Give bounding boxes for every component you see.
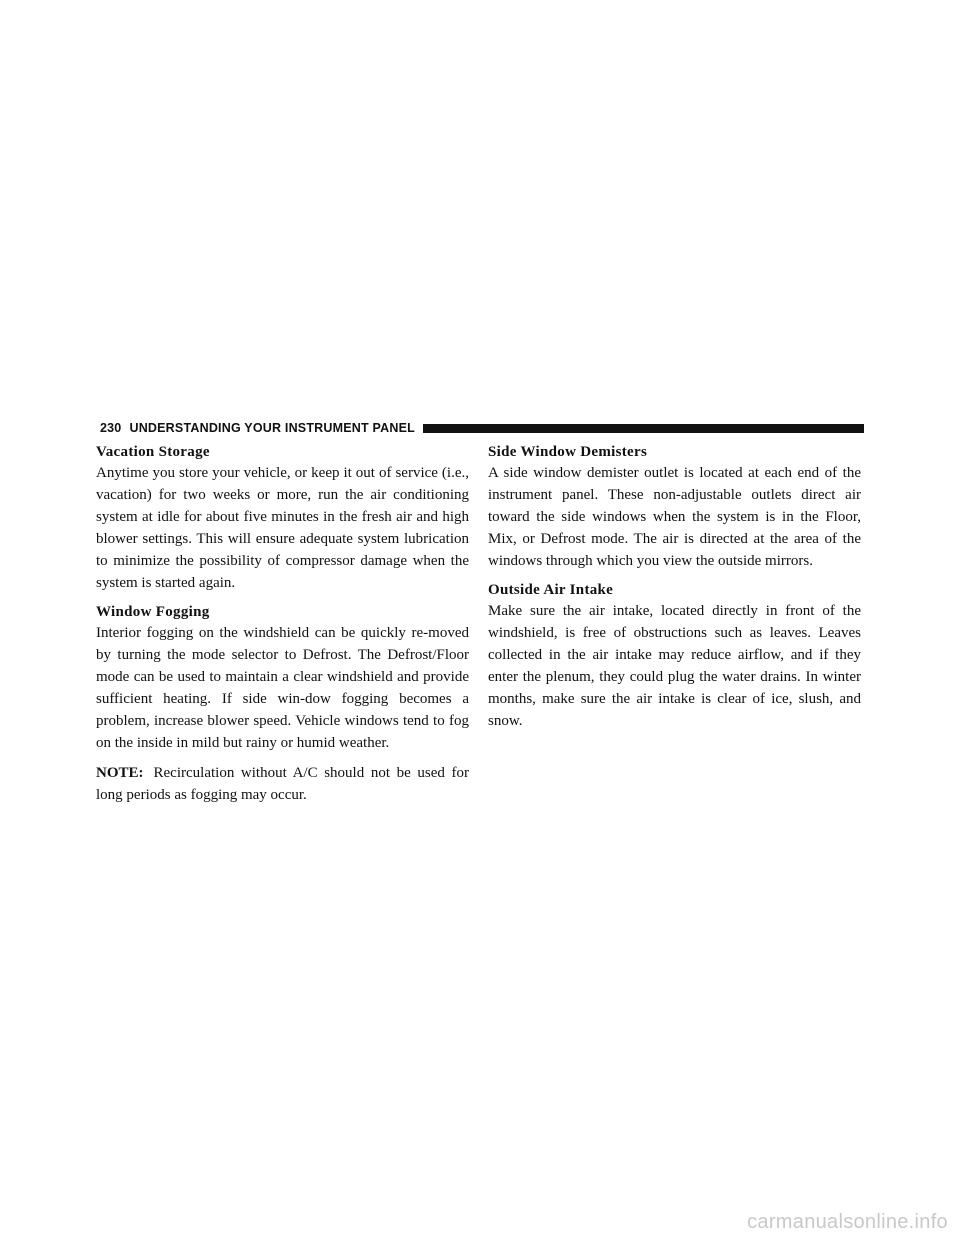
left-column (96, 442, 469, 806)
section-title: UNDERSTANDING YOUR INSTRUMENT PANEL (129, 421, 415, 435)
page-number: 230 (100, 421, 122, 435)
window-fogging-body: Interior fogging on the windshield can be quickly re-moved by turning the mode selector to Defrost. The Defrost/Floor mode can be used to maintain a clear windshield and provide sufficient heating. If side win-dow fogging becomes a problem, increase blower speed. Vehicle windows tend to fog on the inside in mild but rainy or humid weather. (96, 625, 469, 751)
page-header (100, 418, 864, 438)
note-label: NOTE: (96, 765, 144, 781)
note-text: Recirculation without A/C should not be used for long periods as fogging may occur. (96, 765, 469, 803)
header-rule (423, 424, 864, 433)
vacation-storage-heading: Vacation Storage (96, 444, 210, 460)
outside-air-intake-body: Make sure the air intake, located directly in front of the windshield, is free of obstructions such as leaves. Leaves collected in the air intake may reduce airflow, and if they enter the plenum, they could plug the water drains. In winter months, make sure the air intake is clear of ice, slush, and snow. (488, 603, 861, 729)
side-window-demisters-body: A side window demister outlet is located at each end of the instrument panel. These non-adjustable outlets direct air toward the side windows when the system is in the Floor, Mix, or Defrost mode. The air is directed at the area of the windows through which you view the outside mirrors. (488, 465, 861, 569)
watermark: carmanualsonline.info (747, 1211, 948, 1233)
vacation-storage-body: Anytime you store your vehicle, or keep it out of service (i.e., vacation) for two weeks or more, run the air conditioning system at idle for about five minutes in the fresh air and high blower settings. This will ensure adequate system lubrication to minimize the possibility of compressor damage when the system is started again. (96, 465, 469, 591)
right-column (488, 442, 861, 732)
window-fogging-heading: Window Fogging (96, 604, 210, 620)
note-paragraph (96, 762, 469, 806)
outside-air-intake-heading: Outside Air Intake (488, 582, 614, 598)
side-window-demisters-heading: Side Window Demisters (488, 444, 648, 460)
